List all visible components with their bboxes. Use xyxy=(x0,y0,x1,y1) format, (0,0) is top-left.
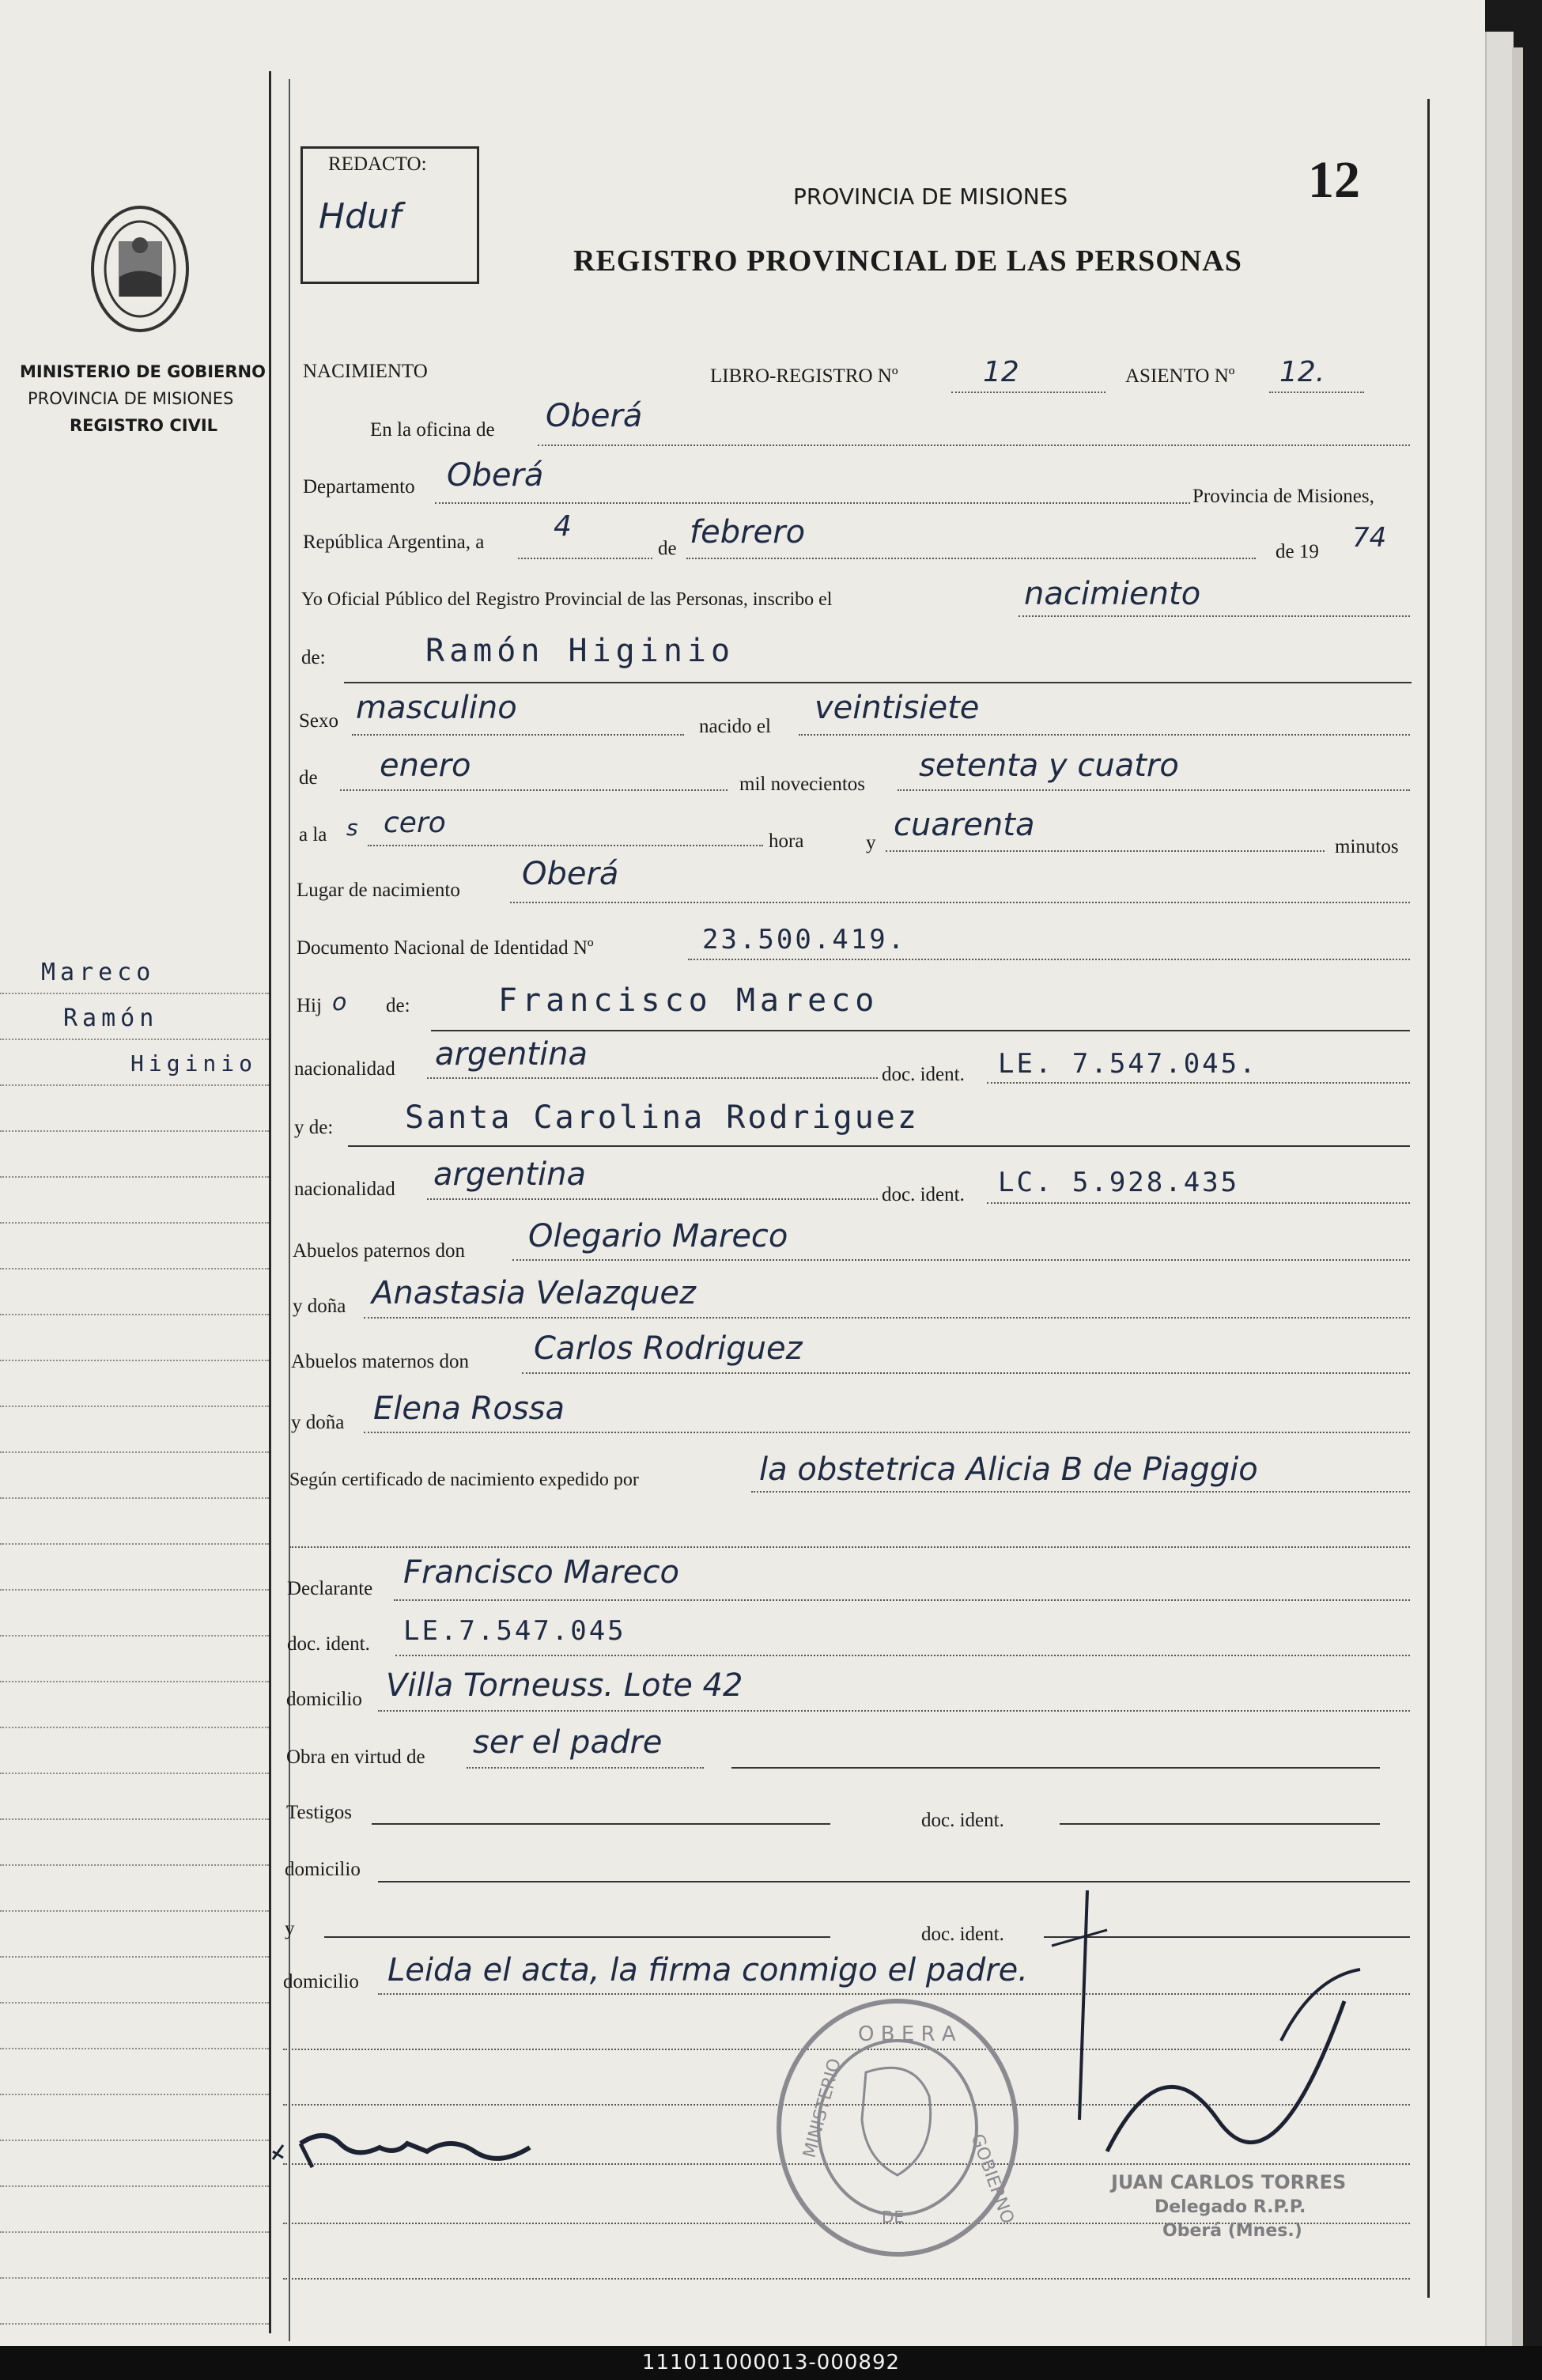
margin-ruled-line xyxy=(0,1681,269,1682)
name-line xyxy=(344,682,1412,683)
departamento-line xyxy=(435,502,1190,504)
madre-doc-value: LC. 5.928.435 xyxy=(998,1167,1240,1198)
margin-ruled-line xyxy=(0,1360,269,1361)
seal-line2: PROVINCIA DE MISIONES xyxy=(28,389,234,408)
inscribo-value: nacimiento xyxy=(1024,576,1201,612)
madre-nac-line xyxy=(427,1198,878,1200)
margin-ruled-line xyxy=(0,1039,269,1040)
testigos-label: Testigos xyxy=(286,1802,352,1823)
sexo-value: masculino xyxy=(356,690,517,726)
day-line xyxy=(518,558,652,559)
margin-ruled-line xyxy=(0,2094,269,2095)
margin-ruled-line xyxy=(0,1497,269,1499)
obra-label: Obra en virtud de xyxy=(286,1746,425,1768)
mes2-line xyxy=(340,789,728,791)
margin-ruled-line xyxy=(0,1589,269,1591)
madre-value: Santa Carolina Rodriguez xyxy=(405,1099,919,1136)
dec-doc-label: doc. ident. xyxy=(287,1633,370,1655)
obra-value: ser el padre xyxy=(473,1724,663,1761)
hijo-suffix: o xyxy=(332,989,347,1016)
abm2-line xyxy=(364,1432,1410,1433)
domicilio-label: domicilio xyxy=(286,1689,362,1710)
padre-line xyxy=(431,1030,1410,1031)
alas-s: s xyxy=(346,815,358,841)
registry-stamp-icon xyxy=(771,1993,1024,2262)
margin-ruled-line xyxy=(0,1084,269,1086)
asiento-line xyxy=(1269,392,1364,393)
svg-text:GOBIERNO: GOBIERNO xyxy=(966,2131,1018,2227)
declarante-value: Francisco Mareco xyxy=(403,1554,679,1591)
margin-ruled-line xyxy=(0,2140,269,2141)
month-value: febrero xyxy=(690,514,806,551)
abm-line xyxy=(522,1372,1410,1374)
sexo-label: Sexo xyxy=(299,710,338,732)
padre-doc-label: doc. ident. xyxy=(882,1064,965,1085)
padre-doc-value: LE. 7.547.045. xyxy=(998,1048,1258,1080)
testigo2-doc-label: doc. ident. xyxy=(921,1924,1004,1945)
province-heading: PROVINCIA DE MISIONES xyxy=(793,184,1068,210)
margin-note-name2: Higinio xyxy=(130,1050,258,1076)
margin-ruled-line xyxy=(0,1176,269,1178)
obra-line xyxy=(467,1767,704,1769)
dni-line xyxy=(688,959,1410,960)
right-frame-rule xyxy=(1427,99,1430,2298)
libro-value: 12 xyxy=(983,356,1019,388)
margin-ruled-line xyxy=(0,1864,269,1866)
abp2-line xyxy=(364,1317,1410,1319)
minutos-line xyxy=(886,850,1325,852)
de-name-label: de: xyxy=(301,647,326,668)
seal-line3: REGISTRO CIVIL xyxy=(70,416,218,435)
y-label: y xyxy=(866,832,876,853)
madre-doc-label: doc. ident. xyxy=(882,1184,965,1205)
abp-dona-label: y doña xyxy=(293,1296,346,1317)
departamento-label: Departamento xyxy=(303,476,415,498)
testigos-line xyxy=(372,1823,830,1825)
madre-nac-label: nacionalidad xyxy=(294,1179,395,1200)
testigo1-doc-label: doc. ident. xyxy=(921,1810,1004,1831)
month-line xyxy=(686,558,1256,559)
segun-line xyxy=(751,1491,1410,1493)
left-frame-rule xyxy=(289,79,290,2341)
margin-ruled-line xyxy=(0,1222,269,1224)
mes2-value: enero xyxy=(380,747,471,784)
dni-value: 23.500.419. xyxy=(702,924,907,955)
hora-value: cero xyxy=(384,807,446,839)
margin-ruled-line xyxy=(0,993,269,994)
redacto-label: REDACTO: xyxy=(328,153,427,175)
margin-ruled-line xyxy=(0,1314,269,1315)
margin-ruled-line xyxy=(0,1406,269,1407)
hijo-label: Hij xyxy=(297,995,322,1016)
provincia-label: Provincia de Misiones, xyxy=(1192,486,1374,507)
child-name-value: Ramón Higinio xyxy=(425,633,735,669)
yde-label: y de: xyxy=(294,1117,334,1138)
margin-ruled-line xyxy=(0,1956,269,1958)
svg-text:MINISTERIO: MINISTERIO xyxy=(799,2056,845,2160)
oficina-label: En la oficina de xyxy=(370,419,495,441)
declarante-line xyxy=(394,1599,1410,1601)
registry-heading: REGISTRO PROVINCIAL DE LAS PERSONAS xyxy=(573,244,1242,278)
margin-ruled-line xyxy=(0,2048,269,2049)
dni-label: Documento Nacional de Identidad Nº xyxy=(297,937,594,959)
final-note: Leida el acta, la firma conmigo el padre. xyxy=(387,1952,1028,1988)
padre-nac-line xyxy=(427,1077,878,1079)
margin-ruled-line xyxy=(0,1451,269,1453)
segun-line2 xyxy=(289,1546,1410,1548)
padre-nac-value: argentina xyxy=(435,1036,588,1073)
margin-ruled-line xyxy=(0,1818,269,1820)
nacido-value: veintisiete xyxy=(814,690,980,726)
margin-ruled-line xyxy=(0,2185,269,2187)
month-de-label: de xyxy=(658,538,677,559)
footer-id: 111011000013-000892 xyxy=(0,2346,1542,2380)
margin-note-surname: Mareco xyxy=(41,959,156,986)
extra-line-5 xyxy=(283,2278,1410,2280)
abp-line xyxy=(512,1259,1410,1261)
obra-strike xyxy=(731,1767,1380,1769)
nacido-label: nacido el xyxy=(699,716,771,737)
abp2-value: Anastasia Velazquez xyxy=(372,1275,697,1311)
milnov-label: mil novecientos xyxy=(739,774,865,795)
minutos-label: minutos xyxy=(1335,836,1399,857)
abm2-value: Elena Rossa xyxy=(373,1391,565,1427)
declarant-signature xyxy=(269,2120,538,2175)
y-testigo-label: y xyxy=(285,1918,295,1939)
madre-doc-line xyxy=(987,1202,1410,1204)
domicilio-value: Villa Torneuss. Lote 42 xyxy=(386,1667,743,1704)
asiento-value: 12. xyxy=(1279,356,1325,388)
testigo2-line xyxy=(324,1936,830,1938)
seal-line1: MINISTERIO DE GOBIERNO xyxy=(20,362,266,381)
official-signature xyxy=(1044,1882,1376,2199)
republica-label: República Argentina, a xyxy=(303,532,485,553)
anio-words-value: setenta y cuatro xyxy=(919,747,1179,784)
ministry-seal-icon xyxy=(83,202,198,336)
day-value: 4 xyxy=(554,510,572,543)
oficina-value: Oberá xyxy=(546,398,643,434)
dec-doc-value: LE.7.547.045 xyxy=(403,1615,626,1647)
libro-line xyxy=(951,392,1105,393)
testigo2-domicilio-label: domicilio xyxy=(283,1971,359,1992)
abp-label: Abuelos paternos don xyxy=(293,1240,466,1262)
oficina-line xyxy=(538,445,1410,446)
page-edge xyxy=(1485,32,1514,2346)
margin-ruled-line xyxy=(0,1635,269,1636)
segun-label: Según certificado de nacimiento expedido por xyxy=(289,1470,639,1490)
testigo1-domicilio-label: domicilio xyxy=(285,1859,361,1880)
declarante-label: Declarante xyxy=(287,1578,373,1599)
de2-label: de xyxy=(299,767,318,789)
yo-label: Yo Oficial Público del Registro Provincial de las Personas, inscribo el xyxy=(301,589,833,610)
lugar-line xyxy=(510,902,1410,903)
minutos-value: cuarenta xyxy=(894,807,1035,843)
margin-ruled-line xyxy=(0,1910,269,1912)
departamento-value: Oberá xyxy=(447,457,544,494)
libro-label: LIBRO-REGISTRO Nº xyxy=(710,365,898,387)
madre-nac-value: argentina xyxy=(433,1156,586,1193)
padre-doc-line xyxy=(987,1082,1410,1084)
margin-ruled-line xyxy=(0,1130,269,1132)
margin-ruled-line xyxy=(0,1773,269,1774)
testigo1-doc-line xyxy=(1060,1823,1380,1825)
dec-doc-line xyxy=(395,1655,1410,1656)
inscribo-line xyxy=(1019,615,1410,617)
hijo-de-label: de: xyxy=(386,995,410,1016)
svg-text:O B E R A: O B E R A xyxy=(858,2022,956,2046)
margin-ruled-line xyxy=(0,2277,269,2279)
act-type-label: NACIMIENTO xyxy=(303,361,428,382)
padre-value: Francisco Mareco xyxy=(498,982,879,1019)
lugar-label: Lugar de nacimiento xyxy=(297,880,460,901)
margin-ruled-line xyxy=(0,2323,269,2325)
nacido-line xyxy=(799,734,1410,736)
official-name: JUAN CARLOS TORRES xyxy=(1111,2171,1347,2193)
abm-label: Abuelos maternos don xyxy=(291,1351,469,1372)
abm-dona-label: y doña xyxy=(291,1412,345,1433)
redacto-box xyxy=(300,146,479,284)
redacto-value: Hduf xyxy=(319,196,402,236)
margin-ruled-line xyxy=(0,1727,269,1728)
padre-nac-label: nacionalidad xyxy=(294,1058,395,1080)
hora-line xyxy=(368,845,763,846)
page-edge-shadow xyxy=(1512,47,1523,2346)
margin-ruled-line xyxy=(0,2002,269,2004)
sexo-line xyxy=(352,734,684,736)
year-value: 74 xyxy=(1352,522,1387,554)
margin-ruled-line xyxy=(0,2231,269,2233)
margin-ruled-line xyxy=(0,1543,269,1545)
alas-label: a la xyxy=(299,824,327,846)
official-title: Delegado R.P.P. xyxy=(1155,2197,1306,2217)
year-label: de 19 xyxy=(1276,541,1319,562)
margin-ruled-line xyxy=(0,1268,269,1269)
page-number: 12 xyxy=(1308,151,1360,209)
madre-line xyxy=(348,1145,1410,1147)
anio-words-line xyxy=(898,789,1410,791)
svg-text:DE: DE xyxy=(882,2208,905,2227)
abm-value: Carlos Rodriguez xyxy=(534,1330,803,1367)
lugar-value: Oberá xyxy=(522,856,619,892)
domicilio-line xyxy=(378,1710,1410,1712)
hora-label: hora xyxy=(769,831,804,852)
margin-note-name1: Ramón xyxy=(63,1005,159,1032)
abp-value: Olegario Mareco xyxy=(528,1218,788,1254)
official-place: Oberá (Mnes.) xyxy=(1162,2221,1302,2241)
margin-rule xyxy=(269,71,271,2333)
segun-value: la obstetrica Alicia B de Piaggio xyxy=(759,1451,1258,1488)
asiento-label: ASIENTO Nº xyxy=(1125,365,1235,387)
